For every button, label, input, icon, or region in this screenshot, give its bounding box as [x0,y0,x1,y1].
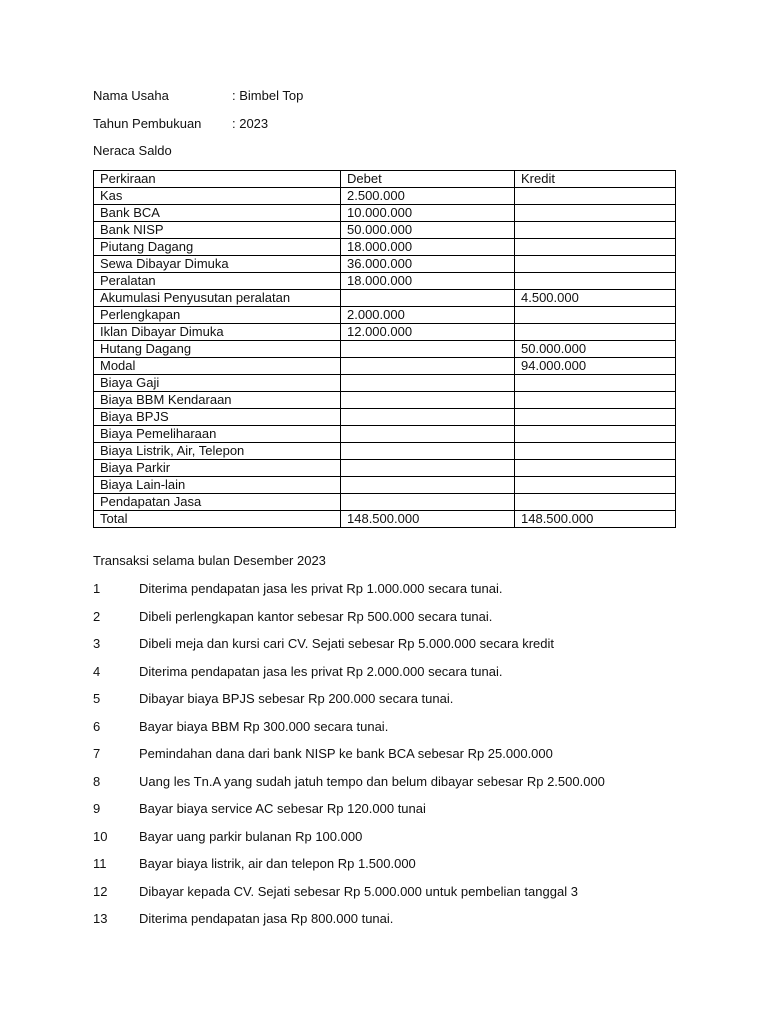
debit-cell [341,358,515,375]
table-row [94,239,676,256]
table-row [94,494,676,511]
transaction-number: 4 [93,663,101,679]
debit-cell: 12.000.000 [341,324,515,341]
list-item [93,718,713,746]
list-item [93,745,713,773]
debit-cell: 36.000.000 [341,256,515,273]
credit-cell [515,460,676,477]
debit-cell [341,392,515,409]
table-row [94,290,676,307]
account-cell: Pendapatan Jasa [94,494,341,511]
account-cell: Perlengkapan [94,307,341,324]
credit-cell [515,307,676,324]
account-cell: Hutang Dagang [94,341,341,358]
column-header-credit: Kredit [515,171,676,188]
table-row [94,256,676,273]
debit-cell [341,341,515,358]
transaction-text: Bayar uang parkir bulanan Rp 100.000 [139,828,363,844]
debit-cell [341,426,515,443]
debit-cell [341,443,515,460]
transaction-number: 6 [93,718,101,734]
account-cell: Iklan Dibayar Dimuka [94,324,341,341]
transaction-number: 10 [93,828,108,844]
account-cell: Biaya Parkir [94,460,341,477]
table-row [94,460,676,477]
debit-cell: 2.000.000 [341,307,515,324]
list-item [93,855,713,883]
transaction-text: Dibeli perlengkapan kantor sebesar Rp 500.000 secara tunai. [139,608,493,624]
credit-cell [515,443,676,460]
debit-cell [341,409,515,426]
debit-cell [341,375,515,392]
total-label-cell: Total [94,511,341,528]
credit-cell [515,375,676,392]
transaction-number: 1 [93,581,101,596]
account-cell: Biaya Lain-lain [94,477,341,494]
debit-cell [341,290,515,307]
list-item [93,635,713,663]
transaction-text: Pemindahan dana dari bank NISP ke bank BCA sebesar Rp 25.000.000 [139,746,553,761]
credit-cell: 4.500.000 [515,290,676,307]
list-item [93,608,713,636]
transaction-text: Uang les Tn.A yang sudah jatuh tempo dan belum dibayar sebesar Rp 2.500.000 [139,773,605,789]
transaction-number: 5 [93,691,101,706]
table-row [94,443,676,460]
credit-cell [515,477,676,494]
total-debit-cell: 148.500.000 [341,511,515,528]
transaction-number: 11 [93,856,107,871]
table-row [94,409,676,426]
table-row [94,426,676,443]
account-cell: Biaya Listrik, Air, Telepon [94,443,341,460]
credit-cell [515,239,676,256]
table-row [94,375,676,392]
debit-cell: 10.000.000 [341,205,515,222]
table-row [94,205,676,222]
table-row [94,341,676,358]
credit-cell [515,324,676,341]
account-cell: Piutang Dagang [94,239,341,256]
table-row [94,392,676,409]
credit-cell: 94.000.000 [515,358,676,375]
table-row [94,324,676,341]
column-header-debit: Debet [341,171,515,188]
account-cell: Sewa Dibayar Dimuka [94,256,341,273]
credit-cell [515,188,676,205]
business-name-value: : Bimbel Top [232,88,304,103]
credit-cell [515,426,676,443]
list-item [93,800,713,828]
column-header-account: Perkiraan [94,171,341,188]
table-row [94,273,676,290]
account-cell: Peralatan [94,273,341,290]
debit-cell: 18.000.000 [341,239,515,256]
account-cell: Modal [94,358,341,375]
transaction-text: Diterima pendapatan jasa les privat Rp 1.000.000 secara tunai. [139,581,503,596]
table-row [94,307,676,324]
list-item [93,883,713,911]
trial-balance-title: Neraca Saldo [93,143,172,158]
transaction-text: Diterima pendapatan jasa les privat Rp 2.000.000 secara tunai. [139,663,503,679]
debit-cell: 18.000.000 [341,273,515,290]
account-cell: Biaya BBM Kendaraan [94,392,341,409]
transaction-number: 8 [93,773,101,789]
total-row [94,511,676,528]
transaction-text: Diterima pendapatan jasa Rp 800.000 tunai. [139,911,394,926]
list-item [93,828,713,856]
credit-cell [515,222,676,239]
transaction-text: Dibayar kepada CV. Sejati sebesar Rp 5.000.000 untuk pembelian tanggal 3 [139,883,578,899]
total-credit-cell: 148.500.000 [515,511,676,528]
table-row [94,188,676,205]
transactions-title: Transaksi selama bulan Desember 2023 [93,553,326,568]
transaction-number: 3 [93,636,101,651]
table-row [94,222,676,239]
book-year-value: : 2023 [232,116,269,131]
list-item [93,580,713,608]
debit-cell [341,494,515,511]
debit-cell: 2.500.000 [341,188,515,205]
transaction-number: 13 [93,911,108,926]
account-cell: Akumulasi Penyusutan peralatan [94,290,341,307]
business-name-label: Nama Usaha [93,88,169,103]
account-cell: Bank BCA [94,205,341,222]
transaction-number: 9 [93,801,101,816]
transaction-number: 12 [93,883,108,899]
list-item [93,663,713,691]
list-item [93,690,713,718]
credit-cell [515,273,676,290]
transaction-text: Bayar biaya listrik, air dan telepon Rp 1.500.000 [139,856,416,871]
account-cell: Biaya Pemeliharaan [94,426,341,443]
table-row [94,477,676,494]
transaction-text: Dibeli meja dan kursi cari CV. Sejati sebesar Rp 5.000.000 secara kredit [139,636,555,651]
transaction-text: Bayar biaya service AC sebesar Rp 120.000 tunai [139,801,426,816]
account-cell: Biaya BPJS [94,409,341,426]
list-item [93,910,713,938]
account-cell: Bank NISP [94,222,341,239]
list-item [93,773,713,801]
book-year-label: Tahun Pembukuan [93,116,202,131]
debit-cell: 50.000.000 [341,222,515,239]
transaction-text: Dibayar biaya BPJS sebesar Rp 200.000 secara tunai. [139,691,454,706]
transaction-list [93,580,713,938]
transaction-number: 7 [93,746,101,761]
debit-cell [341,477,515,494]
credit-cell [515,205,676,222]
credit-cell [515,392,676,409]
credit-cell: 50.000.000 [515,341,676,358]
credit-cell [515,409,676,426]
transaction-text: Bayar biaya BBM Rp 300.000 secara tunai. [139,718,389,734]
credit-cell [515,494,676,511]
table-header-row [94,171,676,188]
trial-balance-table [93,170,676,528]
account-cell: Biaya Gaji [94,375,341,392]
credit-cell [515,256,676,273]
account-cell: Kas [94,188,341,205]
debit-cell [341,460,515,477]
table-row [94,358,676,375]
transaction-number: 2 [93,608,101,624]
